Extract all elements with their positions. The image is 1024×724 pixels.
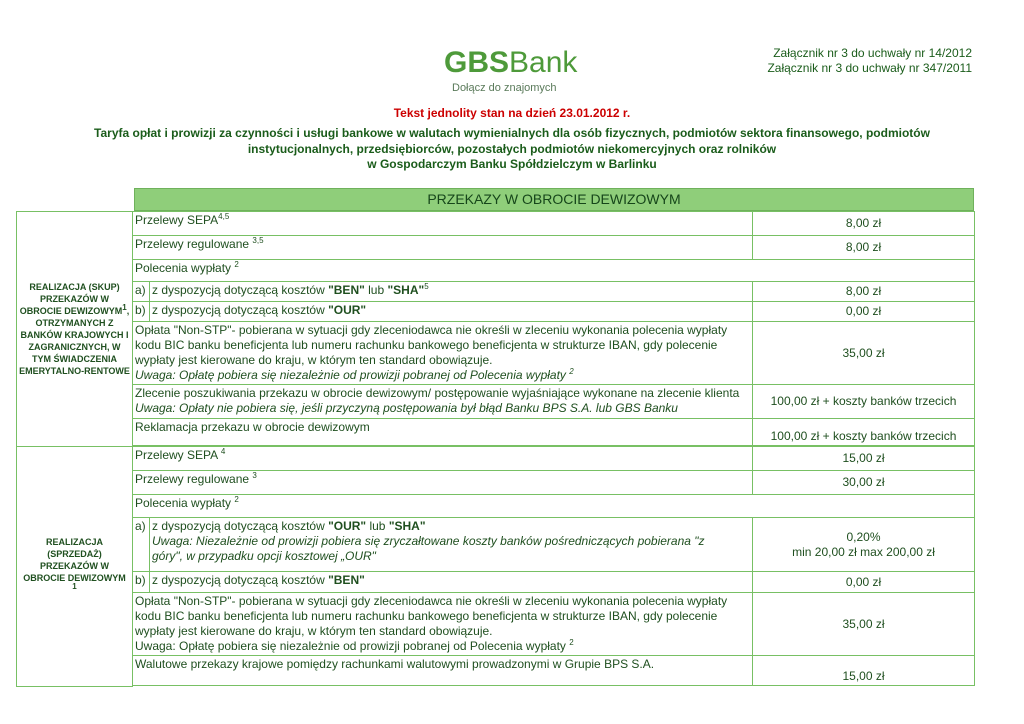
annex-reference xyxy=(767,46,972,76)
group1-non-stp-amount: 35,00 zł xyxy=(753,322,975,385)
table-row xyxy=(17,385,975,419)
table-row xyxy=(17,572,975,593)
annex-line-2: Załącznik nr 3 do uchwały nr 347/2011 xyxy=(767,61,972,75)
heading-line-2: instytucjonalnych, przedsiębiorców, pozostałych podmiotów niekomercyjnych oraz rolników xyxy=(247,141,777,156)
group2-side-label: REALIZACJA (SPRZEDAŻ) PRZEKAZÓW W OBROCIE DEWIZOWYM $^1$ xyxy=(17,447,133,687)
annex-line-1: Załącznik nr 3 do uchwały nr 14/2012 xyxy=(773,46,972,60)
group1-search-amount: 100,00 zł + koszty banków trzecich xyxy=(753,385,975,419)
group1-complaint-amount: 100,00 zł + koszty banków trzecich xyxy=(753,419,975,446)
group1-option-b-letter: b) xyxy=(133,302,150,322)
group2-regulated-amount: 30,00 zł xyxy=(753,471,975,495)
group1-search-text: Zlecenie poszukiwania przekazu w obrocie dewizowym/ postępowanie wyjaśniające wykonane na zlecenie klienta Uwaga: Opłaty nie pobiera się, jeśli przyczyną postępowania był błąd Banku BPS S.A. lub GBS Banku xyxy=(133,385,753,419)
group1-option-a-text: z dyspozycją dotyczącą kosztów "BEN" lub "SHA"$^5$ xyxy=(150,282,753,302)
table-row xyxy=(17,447,975,471)
logo-gbs-text: GBS xyxy=(444,46,510,79)
group1-sepa-label: Przelewy SEPA$^{4,5}$ xyxy=(133,212,753,236)
group1-option-b-amount: 0,00 zł xyxy=(753,302,975,322)
table-row xyxy=(17,282,975,302)
group1-side-label: REALIZACJA (SKUP) PRZEKAZÓW W OBROCIE DEWIZOWYM$^1$, OTRZYMANYCH Z BANKÓW KRAJOWYCH I ZAGRANICZNYCH, W TYM ŚWIADCZENIA EMERYTALNO-RENTOWE xyxy=(17,212,133,447)
table-row xyxy=(17,593,975,656)
table-row xyxy=(17,236,975,260)
heading-line-3: w Gospodarczym Banku Spółdzielczym w Barlinku xyxy=(367,157,657,171)
group1-option-b-text: z dyspozycją dotyczącą kosztów "OUR" xyxy=(150,302,753,322)
table-row xyxy=(17,302,975,322)
group2-option-b-text: z dyspozycją dotyczącą kosztów "BEN" xyxy=(150,572,753,593)
group2-domestic-label: Walutowe przekazy krajowe pomiędzy rachunkami walutowymi prowadzonymi w Grupie BPS S.A. xyxy=(133,656,753,686)
group2-option-b-letter: b) xyxy=(133,572,150,593)
fee-table xyxy=(16,211,975,687)
section-header: PRZEKAZY W OBROCIE DEWIZOWYM xyxy=(134,188,974,211)
table-row xyxy=(17,212,975,236)
group1-sepa-amount: 8,00 zł xyxy=(753,212,975,236)
group2-payment-orders-label: Polecenia wypłaty $^2$ xyxy=(133,495,975,518)
group1-non-stp-text: Opłata "Non-STP"- pobierana w sytuacji gdy zleceniodawca nie określi w zleceniu wykonania polecenia wypłaty kodu BIC banku beneficjenta lub numeru rachunku bankowego beneficjenta w strukturze IBAN, gdy polecenie wypłaty jest kierowane do kraju, w którym ten standard obowiązuje. Uwaga: Opłatę pobiera się niezależnie od prowizji pobranej od Polecenia wypłaty $^2$ xyxy=(133,322,753,385)
consolidated-text-stamp: Tekst jednolity stan na dzień 23.01.2012 r. xyxy=(393,106,631,120)
group1-option-a-letter: a) xyxy=(133,282,150,302)
table-row xyxy=(17,495,975,518)
group2-regulated-label: Przelewy regulowane $^3$ xyxy=(133,471,753,495)
logo-wordmark xyxy=(444,46,584,80)
table-row xyxy=(17,656,975,686)
group2-sepa-label: Przelewy SEPA $^4$ xyxy=(133,447,753,471)
logo-tagline: Dołącz do znajomych xyxy=(452,82,557,94)
group2-domestic-amount: 15,00 zł xyxy=(753,656,975,686)
table-row xyxy=(17,322,975,385)
logo-bank-text: Bank xyxy=(509,46,578,79)
document-heading xyxy=(40,126,984,173)
table-row xyxy=(17,419,975,446)
table-row xyxy=(17,518,975,572)
group1-regulated-label: Przelewy regulowane $^{3,5}$ xyxy=(133,236,753,260)
group1-complaint-label: Reklamacja przekazu w obrocie dewizowym xyxy=(133,419,753,446)
group2-non-stp-amount: 35,00 zł xyxy=(753,593,975,656)
group1-regulated-amount: 8,00 zł xyxy=(753,236,975,260)
group2-option-a-letter: a) xyxy=(133,518,150,572)
group2-sepa-amount: 15,00 zł xyxy=(753,447,975,471)
group1-payment-orders-label: Polecenia wypłaty $^2$ xyxy=(133,260,975,282)
group1-option-a-amount: 8,00 zł xyxy=(753,282,975,302)
group2-option-a-text: z dyspozycją dotyczącą kosztów "OUR" lub "SHA" Uwaga: Niezależnie od prowizji pobiera się zryczałtowane koszty banków pośredniczących pobierana "z góry", w przypadku opcji kosztowej „OUR" xyxy=(150,518,753,572)
group2-option-b-amount: 0,00 zł xyxy=(753,572,975,593)
group2-option-a-amount: 0,20% min 20,00 zł max 200,00 zł xyxy=(753,518,975,572)
gbs-bank-logo xyxy=(444,46,584,94)
group2-non-stp-text: Opłata "Non-STP"- pobierana w sytuacji gdy zleceniodawca nie określi w zleceniu wykonania polecenia wypłaty kodu BIC banku beneficjenta lub numeru rachunku bankowego beneficjenta w strukturze IBAN, gdy polecenie wypłaty jest kierowane do kraju, w którym ten standard obowiązuje. Uwaga: Opłatę pobiera się niezależnie od prowizji pobranej od Polecenia wypłaty $^2$ xyxy=(133,593,753,656)
table-row xyxy=(17,471,975,495)
table-row xyxy=(17,260,975,282)
heading-line-1: Taryfa opłat i prowizji za czynności i usługi bankowe w walutach wymienialnych dla osób fizycznych, podmiotów sektora finansowego, podmiotów xyxy=(94,126,930,140)
